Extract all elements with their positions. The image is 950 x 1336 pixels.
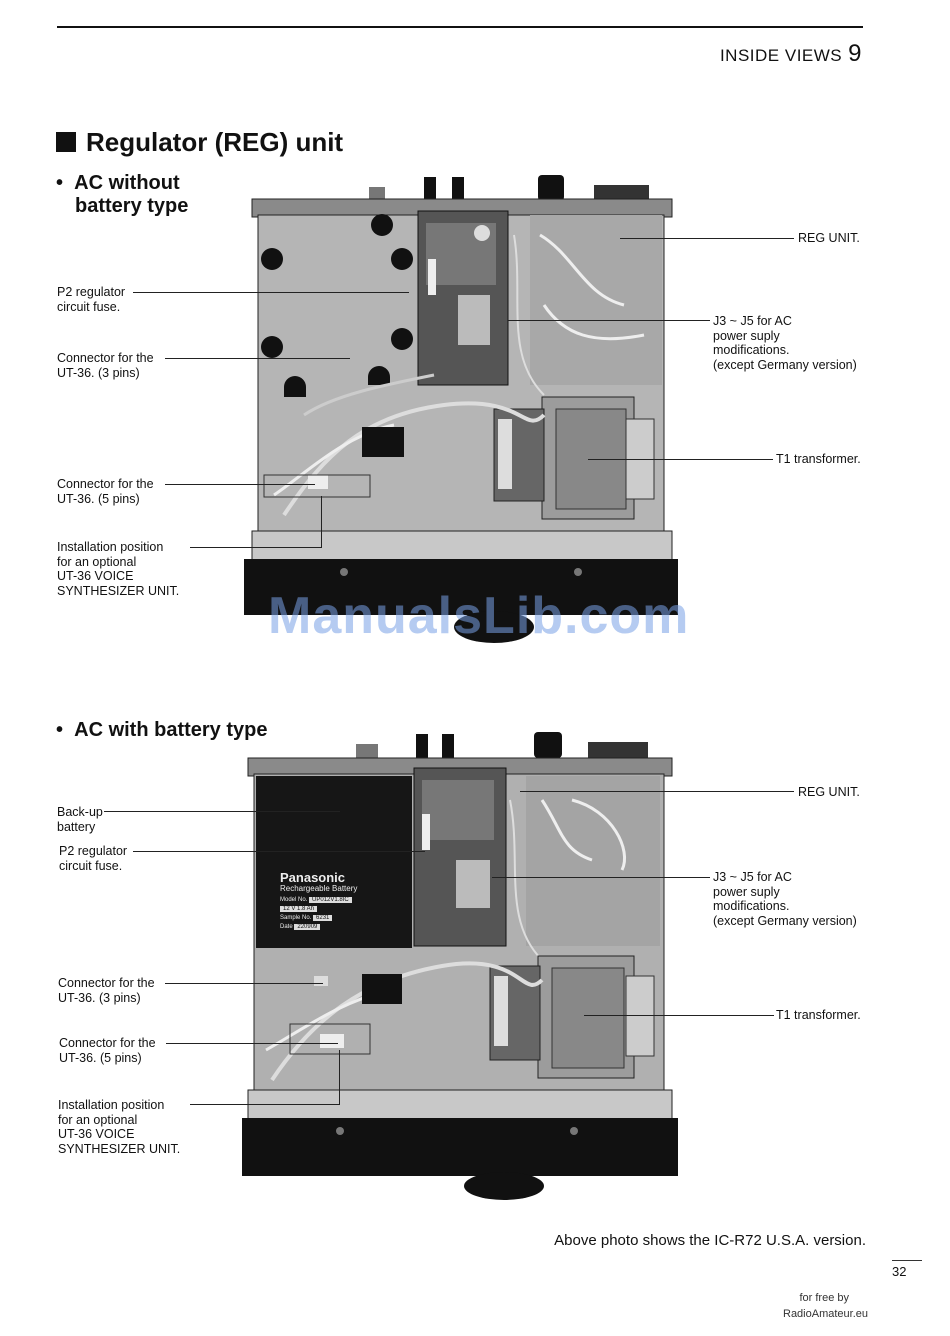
label-ut36-5pin-2-line1: Connector for the (59, 1036, 156, 1050)
label-t1-1: T1 transformer. (776, 452, 861, 466)
battery-spec-row (280, 923, 390, 932)
label-ut36-5pin-1-line2: UT-36. (5 pins) (57, 491, 140, 506)
label-t1-2: T1 transformer. (776, 1008, 861, 1022)
leader-t1-2 (584, 1015, 774, 1016)
leader-reg-unit-1 (620, 238, 794, 239)
label-install-1-line3: UT-36 VOICE (57, 569, 134, 583)
leader-install-1-vertical (321, 496, 322, 548)
label-ut36-3pin-2 (58, 976, 155, 1005)
label-j3j5-1-line2: power suply (713, 328, 780, 343)
label-j3j5-2-line2: power suply (713, 884, 780, 899)
battery-spec-key: Sample No. (280, 915, 312, 921)
bullet-icon: • (56, 719, 75, 741)
battery-spec-key: Date (280, 924, 293, 930)
label-ut36-3pin-1-line1: Connector for the (57, 351, 154, 365)
label-backup-line1: Back-up (57, 805, 103, 819)
leader-backup-battery (104, 811, 340, 812)
label-j3j5-2-line4: (except Germany version) (713, 913, 857, 928)
label-ut36-3pin-2-line1: Connector for the (58, 976, 155, 990)
leader-install-2 (190, 1104, 340, 1105)
page-title-text: Regulator (REG) unit (86, 127, 344, 157)
leader-p2-fuse-2 (133, 851, 425, 852)
label-backup-battery (57, 805, 103, 834)
battery-spec-key: Model No. (280, 897, 308, 903)
page-number: 32 (892, 1260, 922, 1279)
label-ut36-3pin-1 (57, 351, 154, 380)
battery-spec-value: UP012V1.8IC (309, 897, 352, 903)
label-ut36-5pin-1 (57, 477, 154, 506)
section1-heading (56, 172, 188, 218)
battery-spec-row (280, 914, 390, 923)
label-install-2 (58, 1098, 180, 1156)
battery-spec-value: 6231 (313, 915, 332, 921)
label-p2-fuse-1-line2: circuit fuse. (57, 299, 121, 314)
label-install-1 (57, 540, 179, 598)
leader-t1-1 (588, 459, 773, 460)
battery-spec-row (280, 896, 390, 905)
section2-heading-text: AC with battery type (74, 719, 268, 741)
chassis-photo-1 (244, 175, 678, 645)
label-reg-unit-2: REG UNIT. (798, 785, 860, 799)
battery-brand: Panasonic (280, 870, 346, 885)
bullet-icon: • (56, 172, 75, 194)
battery-type: Rechargeable Battery (280, 884, 358, 893)
credit-line1: for free by (799, 1292, 849, 1304)
label-p2-fuse-2 (59, 844, 127, 873)
label-ut36-3pin-1-line2: UT-36. (3 pins) (57, 365, 140, 380)
label-j3j5-1-line3: modifications. (713, 343, 790, 357)
label-p2-fuse-1-line1: P2 regulator (57, 285, 126, 299)
label-p2-fuse-2-line1: P2 regulator (59, 844, 128, 858)
label-j3j5-1-line1: J3 ~ J5 for AC (713, 314, 792, 328)
running-header (720, 40, 862, 68)
label-install-2-line1: Installation position (58, 1098, 165, 1112)
leader-j3j5-1 (508, 320, 710, 321)
label-j3j5-2-line1: J3 ~ J5 for AC (713, 870, 792, 884)
leader-ut36-5pin-1 (165, 484, 315, 485)
leader-install-1 (190, 547, 322, 548)
section2-heading (56, 719, 267, 742)
leader-p2-fuse-1 (133, 292, 409, 293)
square-bullet-icon (56, 132, 76, 152)
label-j3j5-1-line4: (except Germany version) (713, 357, 857, 372)
section1-heading-line1: AC without (74, 172, 180, 194)
label-reg-unit-1: REG UNIT. (798, 231, 860, 245)
label-j3j5-2 (713, 870, 857, 928)
leader-install-2-vertical (339, 1050, 340, 1105)
label-backup-line2: battery (57, 819, 96, 834)
leader-reg-unit-2 (520, 791, 794, 792)
photo-caption: Above photo shows the IC-R72 U.S.A. version. (554, 1232, 866, 1249)
label-p2-fuse-1 (57, 285, 125, 314)
page-title (56, 127, 343, 158)
photo-ac-without-battery (244, 175, 678, 645)
label-j3j5-2-line3: modifications. (713, 899, 790, 913)
battery-spec-value: 12 V 1.8 Ah (280, 906, 317, 912)
label-install-1-line1: Installation position (57, 540, 164, 554)
label-install-2-line2: for an optional (58, 1112, 138, 1127)
leader-ut36-3pin-1 (165, 358, 350, 359)
label-install-1-line4: SYNTHESIZER UNIT. (57, 583, 180, 598)
label-j3j5-1 (713, 314, 857, 372)
chassis-photo-2 (242, 730, 678, 1200)
watermark: ManualsLib.com (268, 587, 690, 645)
battery-spec-value: 220909 (294, 924, 320, 930)
battery-spec-row (280, 905, 390, 914)
label-ut36-5pin-2 (59, 1036, 156, 1065)
label-p2-fuse-2-line2: circuit fuse. (59, 858, 123, 873)
label-ut36-3pin-2-line2: UT-36. (3 pins) (58, 990, 141, 1005)
label-install-2-line3: UT-36 VOICE (58, 1127, 135, 1141)
leader-ut36-5pin-2 (166, 1043, 338, 1044)
label-ut36-5pin-2-line2: UT-36. (5 pins) (59, 1050, 142, 1065)
section1-heading-line2: battery type (75, 195, 189, 217)
label-install-2-line4: SYNTHESIZER UNIT. (58, 1141, 181, 1156)
header-chapter-number: 9 (848, 40, 862, 67)
top-rule (57, 26, 863, 28)
battery-label (280, 870, 390, 932)
leader-j3j5-2 (492, 877, 710, 878)
label-install-1-line2: for an optional (57, 554, 137, 569)
credit-line2: RadioAmateur.eu (783, 1308, 868, 1320)
label-ut36-5pin-1-line1: Connector for the (57, 477, 154, 491)
header-section: INSIDE VIEWS (719, 46, 843, 65)
leader-ut36-3pin-2 (165, 983, 323, 984)
photo-ac-with-battery (242, 730, 678, 1200)
battery-spec-table (280, 896, 390, 932)
